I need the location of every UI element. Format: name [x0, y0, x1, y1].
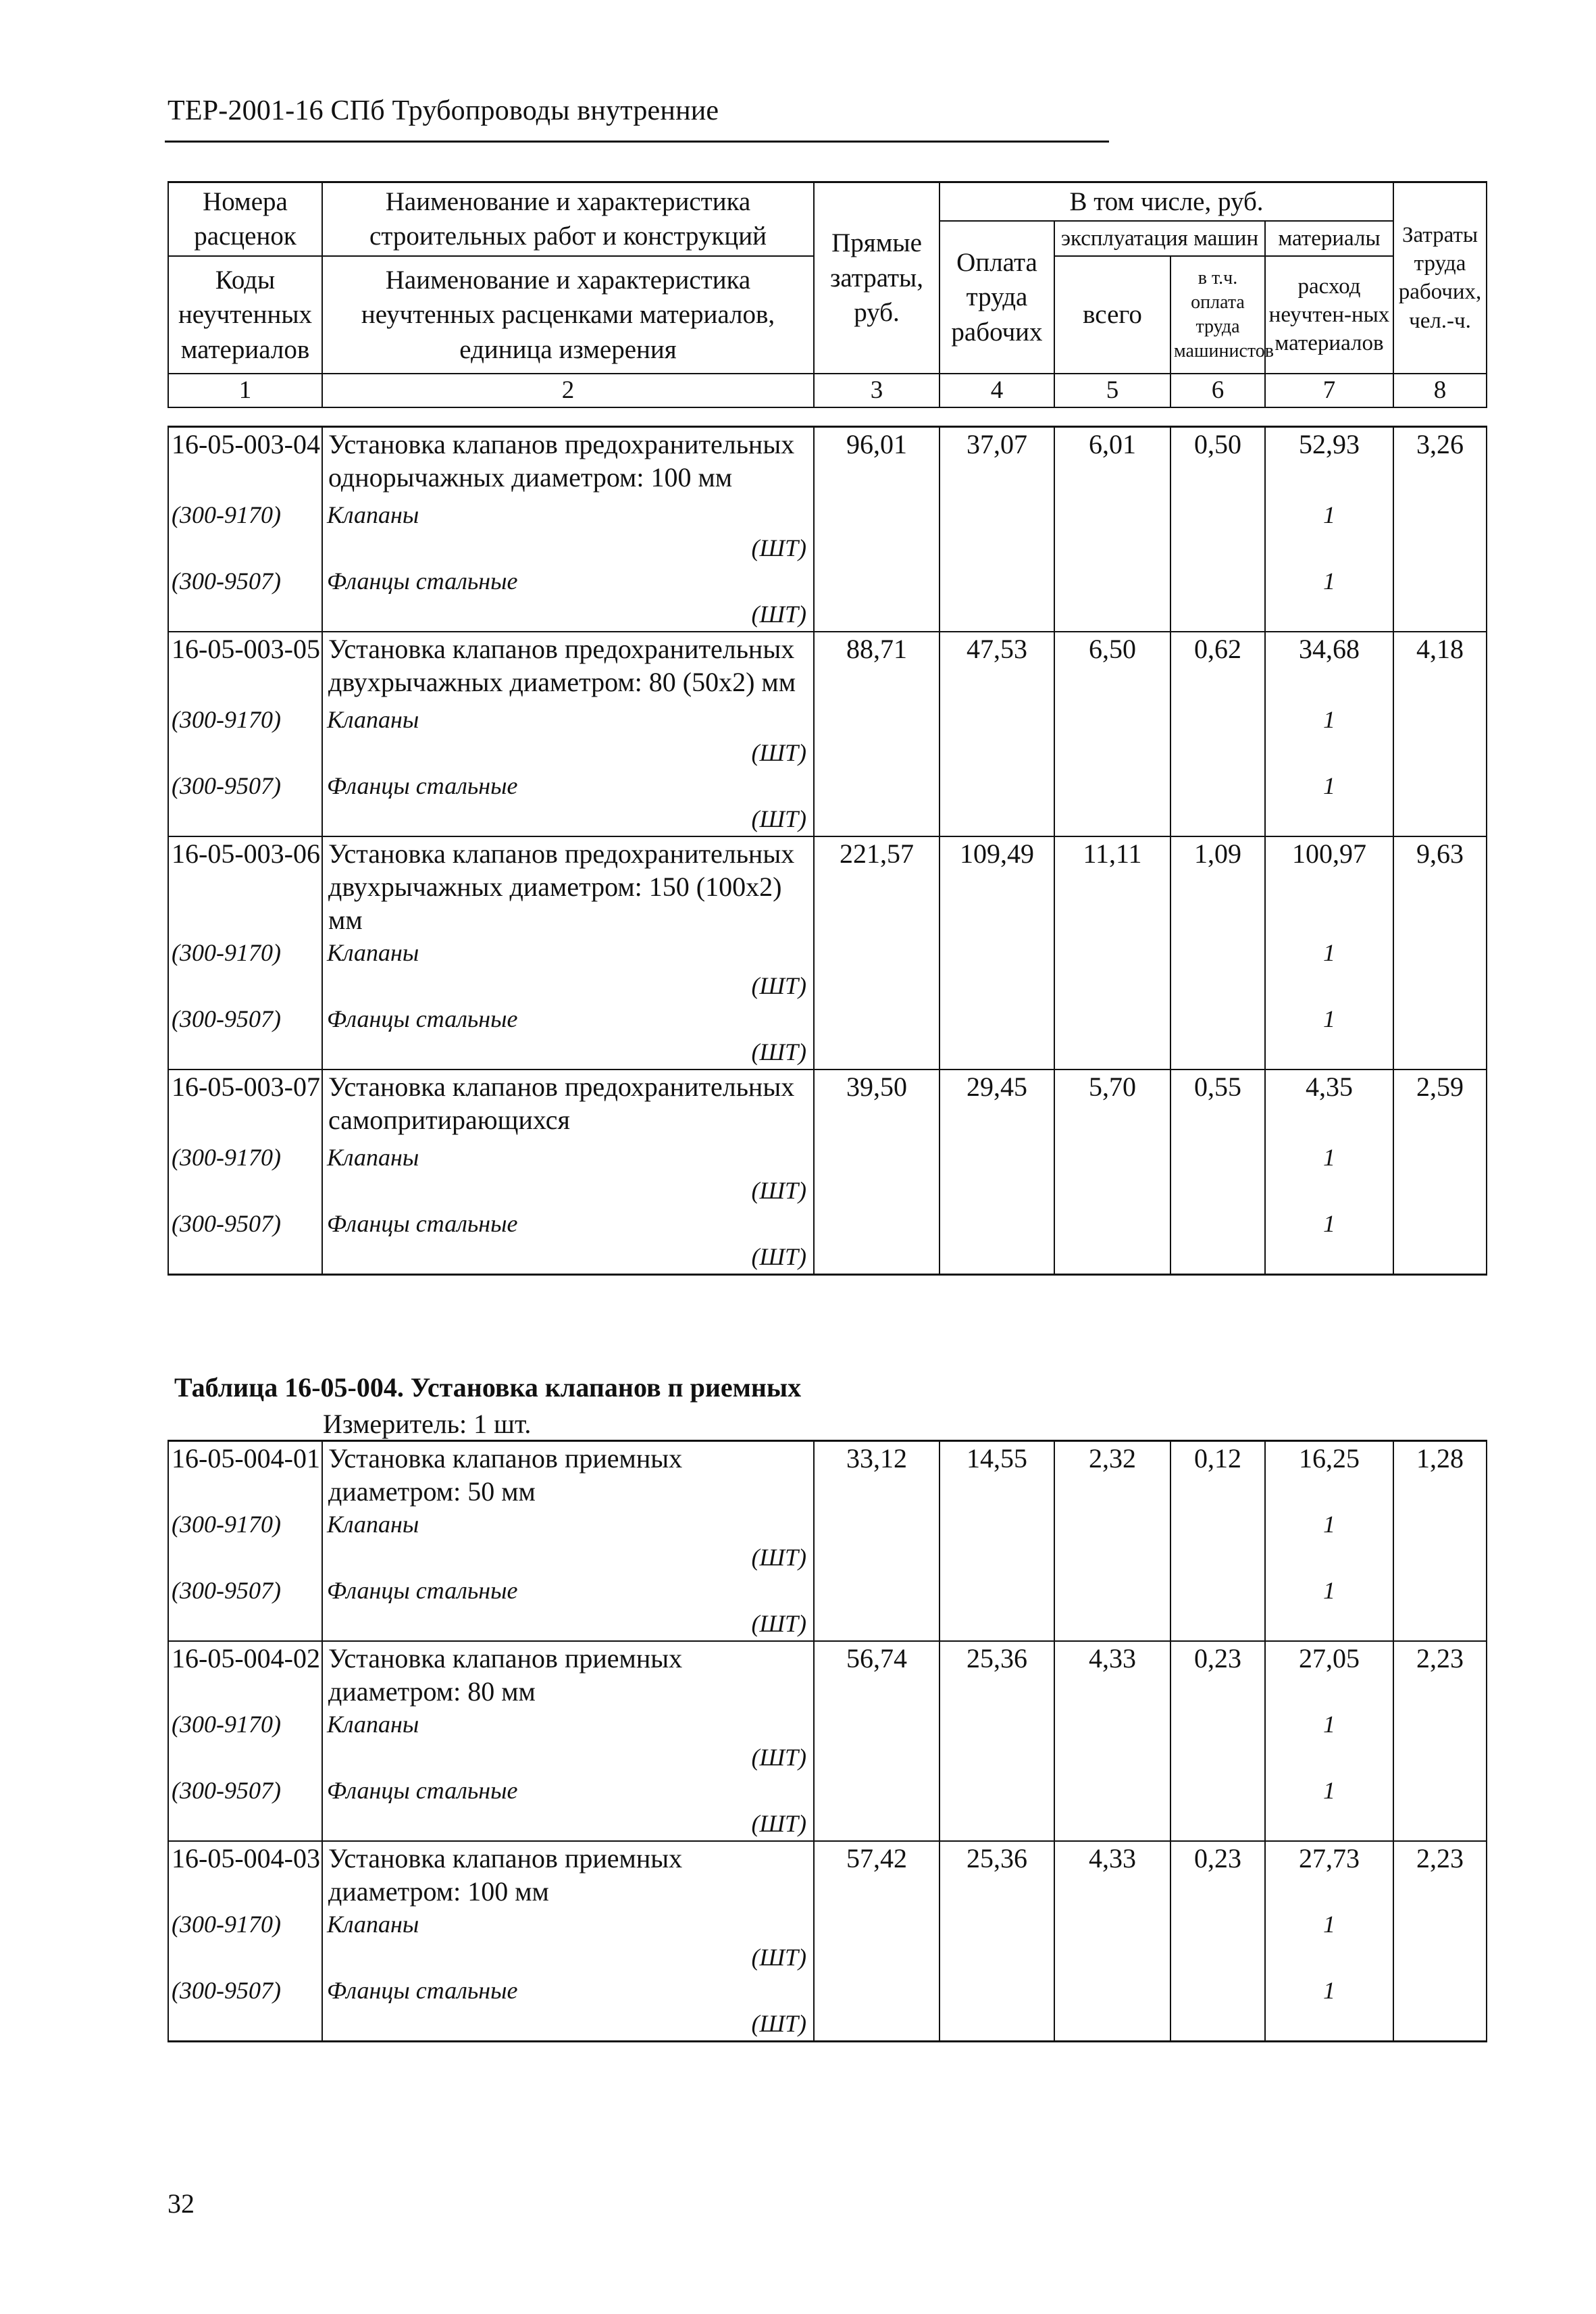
page-header-title: ТЕР-2001-16 СПб Трубопроводы внутренние: [168, 95, 719, 126]
material-code: (300-9507): [168, 1003, 322, 1036]
material-unit: (ШТ): [322, 1036, 814, 1070]
material-row: [168, 1207, 1487, 1240]
column-number: 3: [814, 374, 939, 407]
material-quantity: 1: [1265, 1574, 1393, 1607]
material-row: [168, 1708, 1487, 1741]
machinist-labor-cost: 1,09: [1170, 836, 1265, 936]
material-name: Фланцы стальные: [322, 770, 814, 803]
materials-cost: 4,35: [1265, 1070, 1393, 1141]
material-unit-row: [168, 1174, 1487, 1207]
material-unit-row: [168, 970, 1487, 1003]
labor-hours: 1,28: [1393, 1441, 1487, 1509]
machine-cost: 6,50: [1054, 632, 1170, 703]
material-quantity: 1: [1265, 1207, 1393, 1240]
machinist-labor-cost: 0,62: [1170, 632, 1265, 703]
material-quantity: 1: [1265, 1708, 1393, 1741]
col7-header: расход неучтен-ных материалов: [1265, 256, 1393, 374]
material-code: (300-9507): [168, 770, 322, 803]
material-name: Фланцы стальные: [322, 1774, 814, 1807]
materials-cost: 100,97: [1265, 836, 1393, 936]
col2-top-header: Наименование и характеристика строительных работ и конструкций: [322, 182, 814, 256]
direct-cost: 96,01: [814, 427, 939, 499]
material-name: Фланцы стальные: [322, 1574, 814, 1607]
material-quantity: 1: [1265, 936, 1393, 970]
header-rule: [165, 141, 1109, 143]
material-row: [168, 499, 1487, 532]
rate-description: Установка клапанов предохранительных самопритирающихся: [322, 1070, 814, 1141]
material-unit-row: [168, 1741, 1487, 1774]
table-row: [168, 1070, 1487, 1141]
material-quantity: 1: [1265, 1774, 1393, 1807]
material-row: [168, 1508, 1487, 1541]
rate-description: Установка клапанов приемных диаметром: 80 мм: [322, 1641, 814, 1708]
material-name: Клапаны: [322, 1908, 814, 1941]
material-unit-row: [168, 1541, 1487, 1574]
material-row: [168, 703, 1487, 736]
material-unit: (ШТ): [322, 803, 814, 836]
rate-code: 16-05-003-04: [168, 427, 322, 499]
machinist-labor-cost: 0,55: [1170, 1070, 1265, 1141]
col1-top-header: Номера расценок: [168, 182, 322, 256]
material-code: (300-9507): [168, 1774, 322, 1807]
material-code: (300-9507): [168, 1574, 322, 1607]
material-quantity: 1: [1265, 770, 1393, 803]
direct-cost: 33,12: [814, 1441, 939, 1509]
materials-header: материалы: [1265, 221, 1393, 255]
col4-header: Оплата труда рабочих: [939, 221, 1054, 373]
material-unit-row: [168, 1807, 1487, 1841]
materials-cost: 34,68: [1265, 632, 1393, 703]
table-title: Таблица 16-05-004. Установка клапанов п риемных: [174, 1372, 802, 1403]
labor-cost: 25,36: [939, 1841, 1054, 1908]
column-number: 7: [1265, 374, 1393, 407]
material-unit: (ШТ): [322, 598, 814, 632]
machine-cost: 6,01: [1054, 427, 1170, 499]
labor-cost: 109,49: [939, 836, 1054, 936]
column-number: 6: [1170, 374, 1265, 407]
material-row: [168, 1574, 1487, 1607]
machine-cost: 11,11: [1054, 836, 1170, 936]
labor-cost: 14,55: [939, 1441, 1054, 1509]
material-code: (300-9507): [168, 565, 322, 598]
column-number: 2: [322, 374, 814, 407]
material-quantity: 1: [1265, 499, 1393, 532]
table-row: [168, 1441, 1487, 1509]
material-row: [168, 1774, 1487, 1807]
machine-cost: 5,70: [1054, 1070, 1170, 1141]
direct-cost: 221,57: [814, 836, 939, 936]
material-row: [168, 1908, 1487, 1941]
material-code: (300-9507): [168, 1974, 322, 2007]
material-name: Фланцы стальные: [322, 565, 814, 598]
rates-table-004: [168, 1440, 1487, 2042]
material-row: [168, 565, 1487, 598]
material-quantity: 1: [1265, 1908, 1393, 1941]
material-unit: (ШТ): [322, 1240, 814, 1275]
rate-code: 16-05-004-01: [168, 1441, 322, 1509]
material-quantity: 1: [1265, 703, 1393, 736]
material-name: Клапаны: [322, 1708, 814, 1741]
machine-cost: 4,33: [1054, 1641, 1170, 1708]
col3-header: Прямые затраты, руб.: [814, 182, 939, 374]
rate-description: Установка клапанов приемных диаметром: 100 мм: [322, 1841, 814, 1908]
table-meter: Измеритель: 1 шт.: [323, 1409, 532, 1439]
rate-description: Установка клапанов предохранительных двухрычажных диаметром: 80 (50х2) мм: [322, 632, 814, 703]
labor-hours: 2,59: [1393, 1070, 1487, 1141]
table-row: [168, 1841, 1487, 1908]
material-unit-row: [168, 1240, 1487, 1275]
materials-cost: 16,25: [1265, 1441, 1393, 1509]
col5-header: всего: [1054, 256, 1170, 374]
machine-cost: 4,33: [1054, 1841, 1170, 1908]
material-code: (300-9170): [168, 499, 322, 532]
labor-hours: 4,18: [1393, 632, 1487, 703]
material-quantity: 1: [1265, 1141, 1393, 1174]
material-unit: (ШТ): [322, 1607, 814, 1641]
page-number: 32: [168, 2188, 195, 2219]
direct-cost: 57,42: [814, 1841, 939, 1908]
materials-cost: 27,05: [1265, 1641, 1393, 1708]
material-code: (300-9170): [168, 1508, 322, 1541]
labor-hours: 2,23: [1393, 1841, 1487, 1908]
material-unit: (ШТ): [322, 736, 814, 770]
material-unit: (ШТ): [322, 2007, 814, 2042]
material-code: (300-9170): [168, 936, 322, 970]
material-name: Клапаны: [322, 936, 814, 970]
material-row: [168, 1974, 1487, 2007]
col1-bottom-header: Коды неучтенных материалов: [168, 256, 322, 374]
material-name: Клапаны: [322, 499, 814, 532]
labor-cost: 47,53: [939, 632, 1054, 703]
labor-cost: 29,45: [939, 1070, 1054, 1141]
rate-code: 16-05-003-06: [168, 836, 322, 936]
material-name: Клапаны: [322, 1141, 814, 1174]
material-quantity: 1: [1265, 1508, 1393, 1541]
column-header-table: [168, 181, 1487, 408]
rate-code: 16-05-004-02: [168, 1641, 322, 1708]
rate-code: 16-05-003-07: [168, 1070, 322, 1141]
material-code: (300-9170): [168, 1141, 322, 1174]
material-unit-row: [168, 2007, 1487, 2042]
column-number: 8: [1393, 374, 1487, 407]
labor-cost: 25,36: [939, 1641, 1054, 1708]
machines-header: эксплуатация машин: [1054, 221, 1265, 255]
materials-cost: 52,93: [1265, 427, 1393, 499]
material-unit-row: [168, 803, 1487, 836]
rate-description: Установка клапанов предохранительных однорычажных диаметром: 100 мм: [322, 427, 814, 499]
column-number: 5: [1054, 374, 1170, 407]
material-row: [168, 1003, 1487, 1036]
material-code: (300-9170): [168, 1908, 322, 1941]
material-name: Фланцы стальные: [322, 1974, 814, 2007]
material-quantity: 1: [1265, 565, 1393, 598]
direct-cost: 88,71: [814, 632, 939, 703]
material-unit: (ШТ): [322, 1807, 814, 1841]
material-name: Клапаны: [322, 703, 814, 736]
material-row: [168, 770, 1487, 803]
material-code: (300-9507): [168, 1207, 322, 1240]
material-unit: (ШТ): [322, 970, 814, 1003]
material-code: (300-9170): [168, 1708, 322, 1741]
material-unit-row: [168, 598, 1487, 632]
labor-hours: 2,23: [1393, 1641, 1487, 1708]
material-unit: (ШТ): [322, 532, 814, 565]
table-row: [168, 427, 1487, 499]
rate-description: Установка клапанов приемных диаметром: 50 мм: [322, 1441, 814, 1509]
material-unit: (ШТ): [322, 1174, 814, 1207]
material-unit-row: [168, 1607, 1487, 1641]
material-name: Клапаны: [322, 1508, 814, 1541]
material-quantity: 1: [1265, 1003, 1393, 1036]
materials-cost: 27,73: [1265, 1841, 1393, 1908]
direct-cost: 39,50: [814, 1070, 939, 1141]
material-unit: (ШТ): [322, 1541, 814, 1574]
table-row: [168, 1641, 1487, 1708]
material-unit-row: [168, 736, 1487, 770]
labor-hours: 9,63: [1393, 836, 1487, 936]
material-quantity: 1: [1265, 1974, 1393, 2007]
rate-code: 16-05-004-03: [168, 1841, 322, 1908]
rate-description: Установка клапанов предохранительных двухрычажных диаметром: 150 (100х2) мм: [322, 836, 814, 936]
machinist-labor-cost: 0,12: [1170, 1441, 1265, 1509]
material-unit-row: [168, 532, 1487, 565]
material-unit: (ШТ): [322, 1941, 814, 1974]
material-name: Фланцы стальные: [322, 1207, 814, 1240]
material-unit-row: [168, 1036, 1487, 1070]
machinist-labor-cost: 0,23: [1170, 1641, 1265, 1708]
direct-cost: 56,74: [814, 1641, 939, 1708]
group-header: В том числе, руб.: [939, 182, 1393, 222]
material-row: [168, 936, 1487, 970]
machine-cost: 2,32: [1054, 1441, 1170, 1509]
col6-header: в т.ч. оплата труда машинистов: [1170, 256, 1265, 374]
col2-bottom-header: Наименование и характеристика неучтенных расценками материалов, единица измерения: [322, 256, 814, 374]
machinist-labor-cost: 0,50: [1170, 427, 1265, 499]
material-unit-row: [168, 1941, 1487, 1974]
rates-table-003: [168, 426, 1487, 1276]
material-row: [168, 1141, 1487, 1174]
table-row: [168, 836, 1487, 936]
col8-header: Затраты труда рабочих, чел.-ч.: [1393, 182, 1487, 374]
rate-code: 16-05-003-05: [168, 632, 322, 703]
material-unit: (ШТ): [322, 1741, 814, 1774]
machinist-labor-cost: 0,23: [1170, 1841, 1265, 1908]
material-code: (300-9170): [168, 703, 322, 736]
column-number: 1: [168, 374, 322, 407]
material-name: Фланцы стальные: [322, 1003, 814, 1036]
labor-cost: 37,07: [939, 427, 1054, 499]
table-row: [168, 632, 1487, 703]
labor-hours: 3,26: [1393, 427, 1487, 499]
column-number: 4: [939, 374, 1054, 407]
